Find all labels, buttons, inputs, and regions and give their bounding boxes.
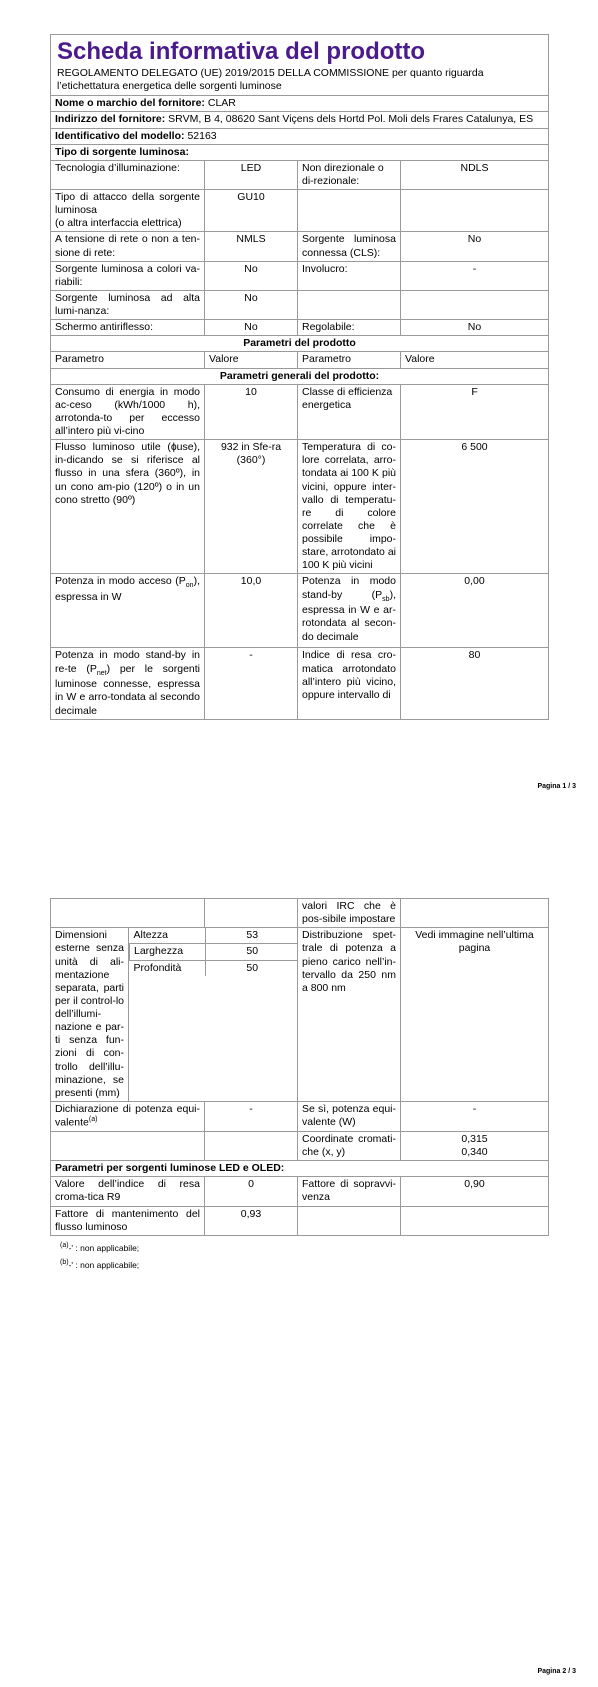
footnote-b: $^{(b)}$-' : non applicabile;: [60, 1259, 140, 1270]
psb-label: Potenza in modo stand-by $(P_{sb})$, espressa in W e ar-rotondata al secon-do decimale: [298, 574, 401, 648]
supplier-address-row: [51, 112, 549, 128]
equiv-w-label: Se sì, potenza equi-valente (W): [298, 1101, 401, 1131]
pnet-value: -: [205, 648, 298, 719]
params-header: Parametri del prodotto: [51, 336, 549, 352]
glare-label: Schermo antiriflesso:: [51, 320, 205, 336]
page-2: [0, 800, 598, 1687]
height-label: Altezza: [130, 928, 206, 944]
cct-value: 6 500: [401, 440, 549, 574]
colour-label: Sorgente luminosa a colori va-riabili:: [51, 261, 205, 290]
col-value-2: Valore: [401, 352, 549, 368]
flux-value: 932 in Sfe-ra (360°): [205, 440, 298, 574]
source-type-label: Tipo di sorgente luminosa:: [51, 144, 549, 160]
energy-label: Consumo di energia in modo ac-ceso (kWh/1000 h), arrotonda-to per eccesso all’intero più vi-cino: [51, 384, 205, 440]
pon-value: 10,0: [205, 574, 298, 648]
dimmable-label: Regolabile:: [298, 320, 401, 336]
nondir-value: NDLS: [401, 160, 549, 189]
glare-value: No: [205, 320, 298, 336]
mains-label: A tensione di rete o non a ten-sione di rete:: [51, 232, 205, 261]
depth-label: Profondità: [130, 960, 206, 976]
page-1: [0, 0, 598, 800]
height-value: 53: [246, 929, 259, 942]
supplier-address-value: SRVM, B 4, 08620 Sant Viçens dels Hortd Pol. Moli dels Frares Catalunya, ES: [168, 113, 534, 126]
equiv-value: -: [205, 1101, 298, 1131]
cct-label: Temperatura di co-lore correlata, arro-tondata ai 100 K più vicini, oppure inter-vallo di temperatu-re di colore correlate che è possibile impo-stare, arrotondato ai 100 K più vicini: [298, 440, 401, 574]
tech-value: LED: [205, 160, 298, 189]
led-header: Parametri per sorgenti luminose LED e OLED:: [51, 1161, 549, 1177]
col-value-1: Valore: [205, 352, 298, 368]
supplier-address-label: Indirizzo del fornitore:: [55, 113, 166, 126]
cap-value: GU10: [205, 190, 298, 232]
r9-label: Valore dell’indice di resa croma-tica R9: [51, 1177, 205, 1206]
width-label: Larghezza: [130, 944, 206, 960]
model-label: Identificativo del modello:: [55, 129, 185, 142]
cls-label: Sorgente luminosa connessa (CLS):: [298, 232, 401, 261]
cri-label-part1: Indice di resa cro-matica arrotondato all’intero più vicino, oppure intervallo di: [298, 648, 401, 719]
survival-value: 0,90: [401, 1177, 549, 1206]
cap-label: Tipo di attacco della sorgente luminosa (o altra interfaccia elettrica): [51, 190, 205, 232]
col-param-1: Parametro: [51, 352, 205, 368]
regulation-text: REGOLAMENTO DELEGATO (UE) 2019/2015 DELLA COMMISSIONE per quanto riguarda l’etichettatura energetica delle sorgenti luminose: [57, 67, 484, 93]
col-param-2: Parametro: [298, 352, 401, 368]
class-value: F: [401, 384, 549, 440]
width-value: 50: [206, 944, 298, 960]
colour-value: No: [205, 261, 298, 290]
energy-value: 10: [205, 384, 298, 440]
model-value: 52163: [187, 129, 217, 142]
class-label: Classe di efficienza energetica: [298, 384, 401, 440]
lumen-maint-value: 0,93: [205, 1206, 298, 1235]
footnote-a: $^{(a)}$-' : non applicabile;: [60, 1242, 140, 1253]
general-header: Parametri generali del prodotto:: [51, 368, 549, 384]
nondir-label: Non direzionale o di-rezionale:: [298, 160, 401, 189]
supplier-name-value: CLAR: [207, 97, 236, 110]
depth-value: 50: [246, 961, 259, 974]
tech-label: Tecnologia d’illuminazione:: [51, 160, 205, 189]
supplier-name-label: Nome o marchio del fornitore:: [55, 97, 205, 110]
product-info-table: [50, 34, 549, 720]
spd-value: Vedi immagine nell’ultima pagina: [401, 928, 549, 1102]
spd-label: Distribuzione spet-trale di potenza a pieno carico nell’in-tervallo da 250 nm a 800 nm: [298, 928, 401, 1102]
product-info-table-continued: [50, 898, 549, 1236]
page-number-1: Pagina 1 / 3: [537, 783, 576, 790]
model-row: [51, 128, 549, 144]
high-luminance-value: No: [205, 290, 298, 319]
page-title: Scheda informativa del prodotto: [57, 38, 426, 65]
mains-value: NMLS: [205, 232, 298, 261]
equiv-label: Dichiarazione di potenza equi-valente$^{(a)}$: [51, 1101, 205, 1131]
cri-label-part2: valori IRC che è pos-sibile impostare: [298, 899, 401, 928]
pnet-label: Potenza in modo stand-by in re-te $(P_{net})$ per le sorgenti luminose connesse, espressa in W e arro-tondata al secondo decimale: [51, 648, 205, 719]
chroma-label: Coordinate cromati-che (x, y): [298, 1131, 401, 1160]
survival-label: Fattore di sopravvi-venza: [298, 1177, 401, 1206]
equiv-w-value: -: [401, 1101, 549, 1131]
psb-value: 0,00: [401, 574, 549, 648]
flux-label: Flusso luminoso utile (ɸuse), in-dicando se si riferisce al flusso in una sfera (360º), in un cono am-pio (120º) o in un cono stretto (90º): [51, 440, 205, 574]
dimmable-value: No: [401, 320, 549, 336]
supplier-name-row: [51, 96, 549, 112]
dimensions-subtable: [129, 928, 298, 975]
cls-value: No: [401, 232, 549, 261]
page-number-2: Pagina 2 / 3: [537, 1668, 576, 1675]
cri-value: 80: [401, 648, 549, 719]
envelope-value: -: [401, 261, 549, 290]
high-luminance-label: Sorgente luminosa ad alta lumi-nanza:: [51, 290, 205, 319]
envelope-label: Involucro:: [298, 261, 401, 290]
r9-value: 0: [205, 1177, 298, 1206]
lumen-maint-label: Fattore di mantenimento del flusso luminoso: [51, 1206, 205, 1235]
pon-label: Potenza in modo acceso $(P_{on})$, espressa in W: [51, 574, 205, 648]
dimensions-label: Dimensioni esterne senza unità di ali-mentazione separata, parti per il control-lo dell’illumi-nazione e par-ti senza fun-zioni di con-trollo dell’illu-minazione, se presenti (mm): [51, 928, 129, 1102]
chroma-value: 0,315 0,340: [401, 1131, 549, 1160]
